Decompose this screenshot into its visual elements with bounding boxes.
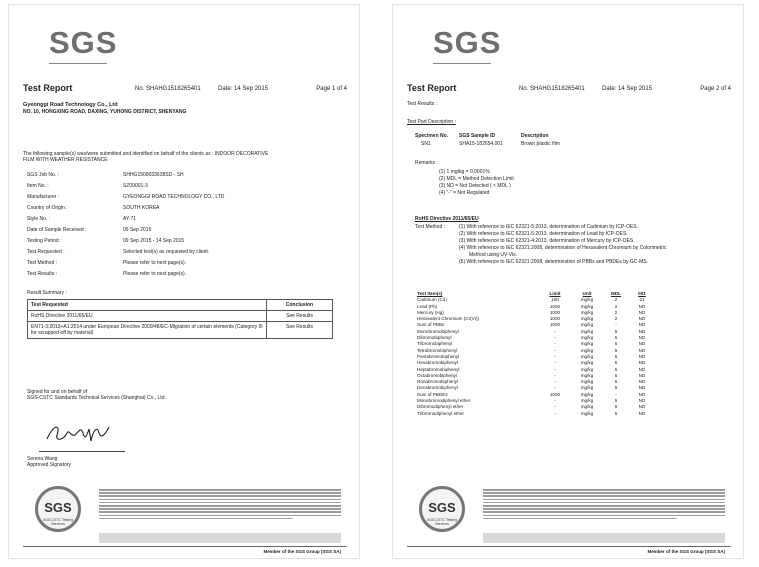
test-results-label: Test Results : bbox=[407, 101, 438, 107]
table-cell: Mercury (Hg) bbox=[417, 309, 444, 315]
column-header: MDL bbox=[611, 291, 621, 296]
intro-line-1: The following sample(s) was/were submitted and identified on behalf of the clients as : INDOOR DECORATIVE bbox=[23, 151, 269, 157]
field-value: Please refer to next page(s). bbox=[123, 260, 187, 266]
field-label: Testing Period : bbox=[27, 238, 62, 244]
footer-line bbox=[23, 546, 347, 547]
table-cell: - bbox=[554, 372, 556, 378]
table-cell: 5 bbox=[614, 347, 618, 353]
table-cell: Monobromodiphenyl ether bbox=[417, 398, 471, 404]
field-label: SGS Job No. : bbox=[27, 172, 59, 178]
field-label: Test Results : bbox=[27, 271, 58, 277]
method-4: (4) With reference to IEC 62321:2008, determination of Hexavalent Chromium by Colorimetric bbox=[459, 245, 667, 251]
method-4-cont: Method using UV-Vis. bbox=[469, 252, 517, 258]
legal-fine-print bbox=[99, 489, 341, 521]
table-cell: 5 bbox=[614, 372, 618, 378]
footer-line bbox=[407, 546, 731, 547]
table-cell: 5 bbox=[614, 353, 618, 359]
table-cell: ND bbox=[638, 385, 646, 391]
table-cell: Hexabromobiphenyl bbox=[417, 360, 458, 366]
table-cell: 1000 bbox=[549, 322, 561, 328]
remarks-label: Remarks : bbox=[415, 160, 438, 166]
logo-underline bbox=[49, 63, 107, 64]
logo-underline bbox=[433, 63, 491, 64]
remark-3: (3) ND = Not Detected ( < MDL ) bbox=[439, 183, 511, 189]
table-cell: 1000 bbox=[549, 316, 561, 322]
field-value: 09 Sep 2015 - 14 Sep 2015 bbox=[123, 238, 185, 244]
remark-1: (1) 1 mg/kg = 0.0001% bbox=[439, 169, 490, 175]
table-cell: ND bbox=[638, 347, 646, 353]
table-cell: ND bbox=[638, 303, 646, 309]
field-label: Manufacturer : bbox=[27, 194, 60, 200]
table-cell: mg/kg bbox=[580, 309, 594, 315]
address-block bbox=[483, 533, 725, 543]
table-cell: - bbox=[554, 366, 556, 372]
table-cell: - bbox=[554, 404, 556, 410]
table-cell: mg/kg bbox=[580, 328, 594, 334]
table-row bbox=[28, 311, 333, 322]
sgs-seal-icon: SGS SGS-CSTC Testing Services bbox=[419, 486, 465, 532]
method-1: (1) With reference to IEC 62321-5:2013, determination of Cadmium by ICP-OES. bbox=[459, 224, 638, 230]
table-cell: Tribromodiphenyl ether bbox=[417, 410, 465, 416]
table-cell: ND bbox=[638, 353, 646, 359]
table-cell: mg/kg bbox=[580, 360, 594, 366]
member-text: Member of the SGS Group (SGS SA) bbox=[263, 549, 341, 554]
table-cell: - bbox=[554, 353, 556, 359]
rohs-title: RoHS Directive 2011/65/EU bbox=[415, 216, 479, 222]
table-cell: - bbox=[554, 379, 556, 385]
table-cell: mg/kg bbox=[580, 316, 594, 322]
member-text: Member of the SGS Group (SGS SA) bbox=[647, 549, 725, 554]
handwritten-signature bbox=[43, 415, 113, 449]
table-cell: - bbox=[554, 347, 556, 353]
table-cell: mg/kg bbox=[580, 341, 594, 347]
table-cell: 2 bbox=[614, 316, 618, 322]
field-value: Selected test(s) as requested by client. bbox=[123, 249, 210, 255]
table-cell: ND bbox=[638, 328, 646, 334]
table-cell: mg/kg bbox=[580, 379, 594, 385]
client-address: NO. 10, HONGXING ROAD, DAXING, YUHONG DISTRICT, SHENYANG bbox=[23, 109, 187, 115]
table-cell: ND bbox=[638, 360, 646, 366]
field-label: Country of Origin : bbox=[27, 205, 68, 211]
table-cell: 5 bbox=[614, 398, 618, 404]
field-label: Date of Sample Received : bbox=[27, 227, 87, 233]
field-label: Test Method : bbox=[27, 260, 58, 266]
table-cell: ND bbox=[638, 379, 646, 385]
report-header bbox=[23, 83, 347, 97]
sgs-logo: SGS bbox=[49, 25, 118, 60]
table-cell: ND bbox=[638, 410, 646, 416]
table-header-row bbox=[28, 300, 333, 311]
field-value: SHHG1509033638SD - SH bbox=[123, 172, 184, 178]
signatory-name: Serena Wang bbox=[27, 456, 58, 462]
table-cell: ND bbox=[638, 404, 646, 410]
table-cell: Tribromobiphenyl bbox=[417, 341, 453, 347]
table-cell: 100 bbox=[551, 297, 559, 303]
table-cell: 5 bbox=[614, 366, 618, 372]
table-cell: mg/kg bbox=[580, 391, 594, 397]
field-value: SOUTH KOREA bbox=[123, 205, 160, 211]
results-table bbox=[415, 291, 655, 417]
field-value: Please refer to next page(s). bbox=[123, 271, 187, 277]
signatory-title: Approved Signatory bbox=[27, 462, 71, 468]
table-cell: Dibromobiphenyl bbox=[417, 335, 452, 341]
table-cell: mg/kg bbox=[580, 404, 594, 410]
report-title: Test Report bbox=[407, 83, 457, 93]
table-cell: mg/kg bbox=[580, 347, 594, 353]
table-cell: - bbox=[554, 360, 556, 366]
result-summary-table bbox=[27, 299, 333, 339]
table-cell: Monobromobiphenyl bbox=[417, 328, 459, 334]
report-number: No. SHAHG1518265401 bbox=[135, 86, 201, 92]
table-cell: - bbox=[615, 322, 617, 328]
report-number: No. SHAHG1518265401 bbox=[519, 86, 585, 92]
result-summary-label: Result Summary : bbox=[27, 290, 67, 296]
table-cell: - bbox=[554, 341, 556, 347]
page-number: Page 1 of 4 bbox=[316, 86, 347, 92]
address-block bbox=[99, 533, 341, 543]
sample-id-header: SGS Sample ID bbox=[459, 133, 496, 139]
table-cell: 21 bbox=[639, 297, 645, 303]
table-cell: 1000 bbox=[549, 391, 561, 397]
sgs-logo: SGS bbox=[433, 25, 502, 60]
table-cell: Pentabromobiphenyl bbox=[417, 353, 460, 359]
table-cell: 1000 bbox=[549, 309, 561, 315]
page-number: Page 2 of 4 bbox=[700, 86, 731, 92]
summary-test: RoHS Directive 2011/65/EU bbox=[28, 311, 267, 322]
client-company: Gyeonggi Road Technology Co., Ltd bbox=[23, 102, 118, 108]
table-cell: Octabromobiphenyl bbox=[417, 372, 457, 378]
table-cell: - bbox=[554, 335, 556, 341]
report-date: Date: 14 Sep 2015 bbox=[602, 86, 653, 92]
table-cell: - bbox=[554, 385, 556, 391]
table-cell: - bbox=[554, 410, 556, 416]
table-cell: mg/kg bbox=[580, 297, 594, 303]
table-cell: mg/kg bbox=[580, 385, 594, 391]
legal-fine-print bbox=[483, 489, 725, 521]
col-test-requested: Test Requested bbox=[28, 300, 267, 311]
table-cell: ND bbox=[638, 398, 646, 404]
table-cell: Cadmium (Cd) bbox=[417, 297, 447, 303]
table-cell: ND bbox=[638, 341, 646, 347]
signed-line-2: SGS-CSTC Standards Technical Services (Shanghai) Co., Ltd. bbox=[27, 395, 166, 401]
table-cell: Nonabromobiphenyl bbox=[417, 379, 459, 385]
signed-line-1: Signed for and on behalf of bbox=[27, 389, 88, 395]
field-value: SZ09001-3 bbox=[123, 183, 148, 189]
table-cell: Dibromodiphenyl ether bbox=[417, 404, 464, 410]
table-cell: - bbox=[615, 391, 617, 397]
column-header: 001 bbox=[638, 291, 646, 296]
table-cell: ND bbox=[638, 322, 646, 328]
field-label: Item No. : bbox=[27, 183, 49, 189]
table-cell: Hexavalent Chromium (Cr(VI)) bbox=[417, 316, 480, 322]
report-title: Test Report bbox=[23, 83, 73, 93]
method-3: (3) With reference to IEC 62321-4:2013, determination of Mercury by ICP-OES. bbox=[459, 238, 635, 244]
table-cell: 2 bbox=[614, 303, 618, 309]
table-cell: mg/kg bbox=[580, 366, 594, 372]
table-cell: Sum of PBBs bbox=[417, 322, 445, 328]
intro-line-2: FILM WITH WEATHER RESISTANCE bbox=[23, 157, 108, 163]
table-cell: Sum of PBDEs bbox=[417, 391, 448, 397]
table-cell: mg/kg bbox=[580, 372, 594, 378]
remark-2: (2) MDL = Method Detection Limit bbox=[439, 176, 514, 182]
table-cell: Heptabromobiphenyl bbox=[417, 366, 460, 372]
table-cell: mg/kg bbox=[580, 322, 594, 328]
method-2: (2) With reference to IEC 62321-5:2013, determination of Lead by ICP-OES. bbox=[459, 231, 628, 237]
table-cell: mg/kg bbox=[580, 353, 594, 359]
table-row bbox=[415, 411, 655, 417]
specimen-no: SN1 bbox=[421, 141, 431, 147]
table-cell: 5 bbox=[614, 328, 618, 334]
table-cell: ND bbox=[638, 309, 646, 315]
field-label: Style No. : bbox=[27, 216, 51, 222]
table-cell: - bbox=[554, 398, 556, 404]
column-header: Limit bbox=[549, 291, 561, 296]
table-cell: 1000 bbox=[549, 303, 561, 309]
sgs-seal-icon: SGS SGS-CSTC Testing Services bbox=[35, 486, 81, 532]
table-cell: ND bbox=[638, 366, 646, 372]
table-cell: Decabromobiphenyl bbox=[417, 385, 458, 391]
col-conclusion: Conclusion bbox=[267, 300, 333, 311]
report-date: Date: 14 Sep 2015 bbox=[218, 86, 269, 92]
table-cell: 5 bbox=[614, 379, 618, 385]
field-value: 09 Sep 2015 bbox=[123, 227, 152, 233]
specimen-no-header: Specimen No. bbox=[415, 133, 449, 139]
table-cell: 5 bbox=[614, 404, 618, 410]
field-label: Test Requested : bbox=[27, 249, 65, 255]
signature-line bbox=[39, 451, 125, 452]
table-cell: ND bbox=[638, 391, 646, 397]
table-cell: Lead (Pb) bbox=[417, 303, 438, 309]
table-cell: ND bbox=[638, 372, 646, 378]
remark-4: (4) "-" = Not Regulated bbox=[439, 190, 490, 196]
field-value: GYEONGGI ROAD TECHNOLOGY CO., LTD bbox=[123, 194, 225, 200]
table-cell: mg/kg bbox=[580, 335, 594, 341]
summary-conclusion: See Results bbox=[267, 322, 333, 339]
report-header bbox=[407, 83, 731, 97]
table-cell: mg/kg bbox=[580, 303, 594, 309]
method-5: (5) With reference to IEC 62321:2008, determination of PBBs and PBDEs by GC-MS. bbox=[459, 259, 648, 265]
test-part-description: Test Part Description : bbox=[407, 119, 456, 125]
table-cell: ND bbox=[638, 335, 646, 341]
sample-id: SHA15-182654.001 bbox=[459, 141, 503, 147]
table-cell: 5 bbox=[614, 360, 618, 366]
table-cell: 2 bbox=[614, 297, 618, 303]
column-header: Test Item(s) bbox=[417, 291, 443, 296]
table-cell: Tetrabromobiphenyl bbox=[417, 347, 458, 353]
sample-description: Brown plastic film bbox=[521, 141, 560, 147]
summary-conclusion: See Results bbox=[267, 311, 333, 322]
table-cell: ND bbox=[638, 316, 646, 322]
table-cell: - bbox=[554, 328, 556, 334]
summary-test: EN71-3:2013+A1:2014 under European Directive 2009/48/EC-Migration of certain elements (Category III for scrapped-off by material) bbox=[28, 322, 267, 339]
table-cell: 5 bbox=[614, 385, 618, 391]
column-header: Unit bbox=[582, 291, 592, 296]
table-cell: mg/kg bbox=[580, 410, 594, 416]
table-cell: 5 bbox=[614, 410, 618, 416]
table-cell: 5 bbox=[614, 341, 618, 347]
table-cell: mg/kg bbox=[580, 398, 594, 404]
description-header: Description bbox=[521, 133, 549, 139]
field-value: AY-71 bbox=[123, 216, 137, 222]
table-row bbox=[28, 322, 333, 339]
report-page-2 bbox=[392, 4, 744, 559]
table-cell: 5 bbox=[614, 335, 618, 341]
report-page-1 bbox=[8, 4, 360, 559]
test-method-label: Test Method : bbox=[415, 224, 446, 230]
table-cell: 2 bbox=[614, 309, 618, 315]
